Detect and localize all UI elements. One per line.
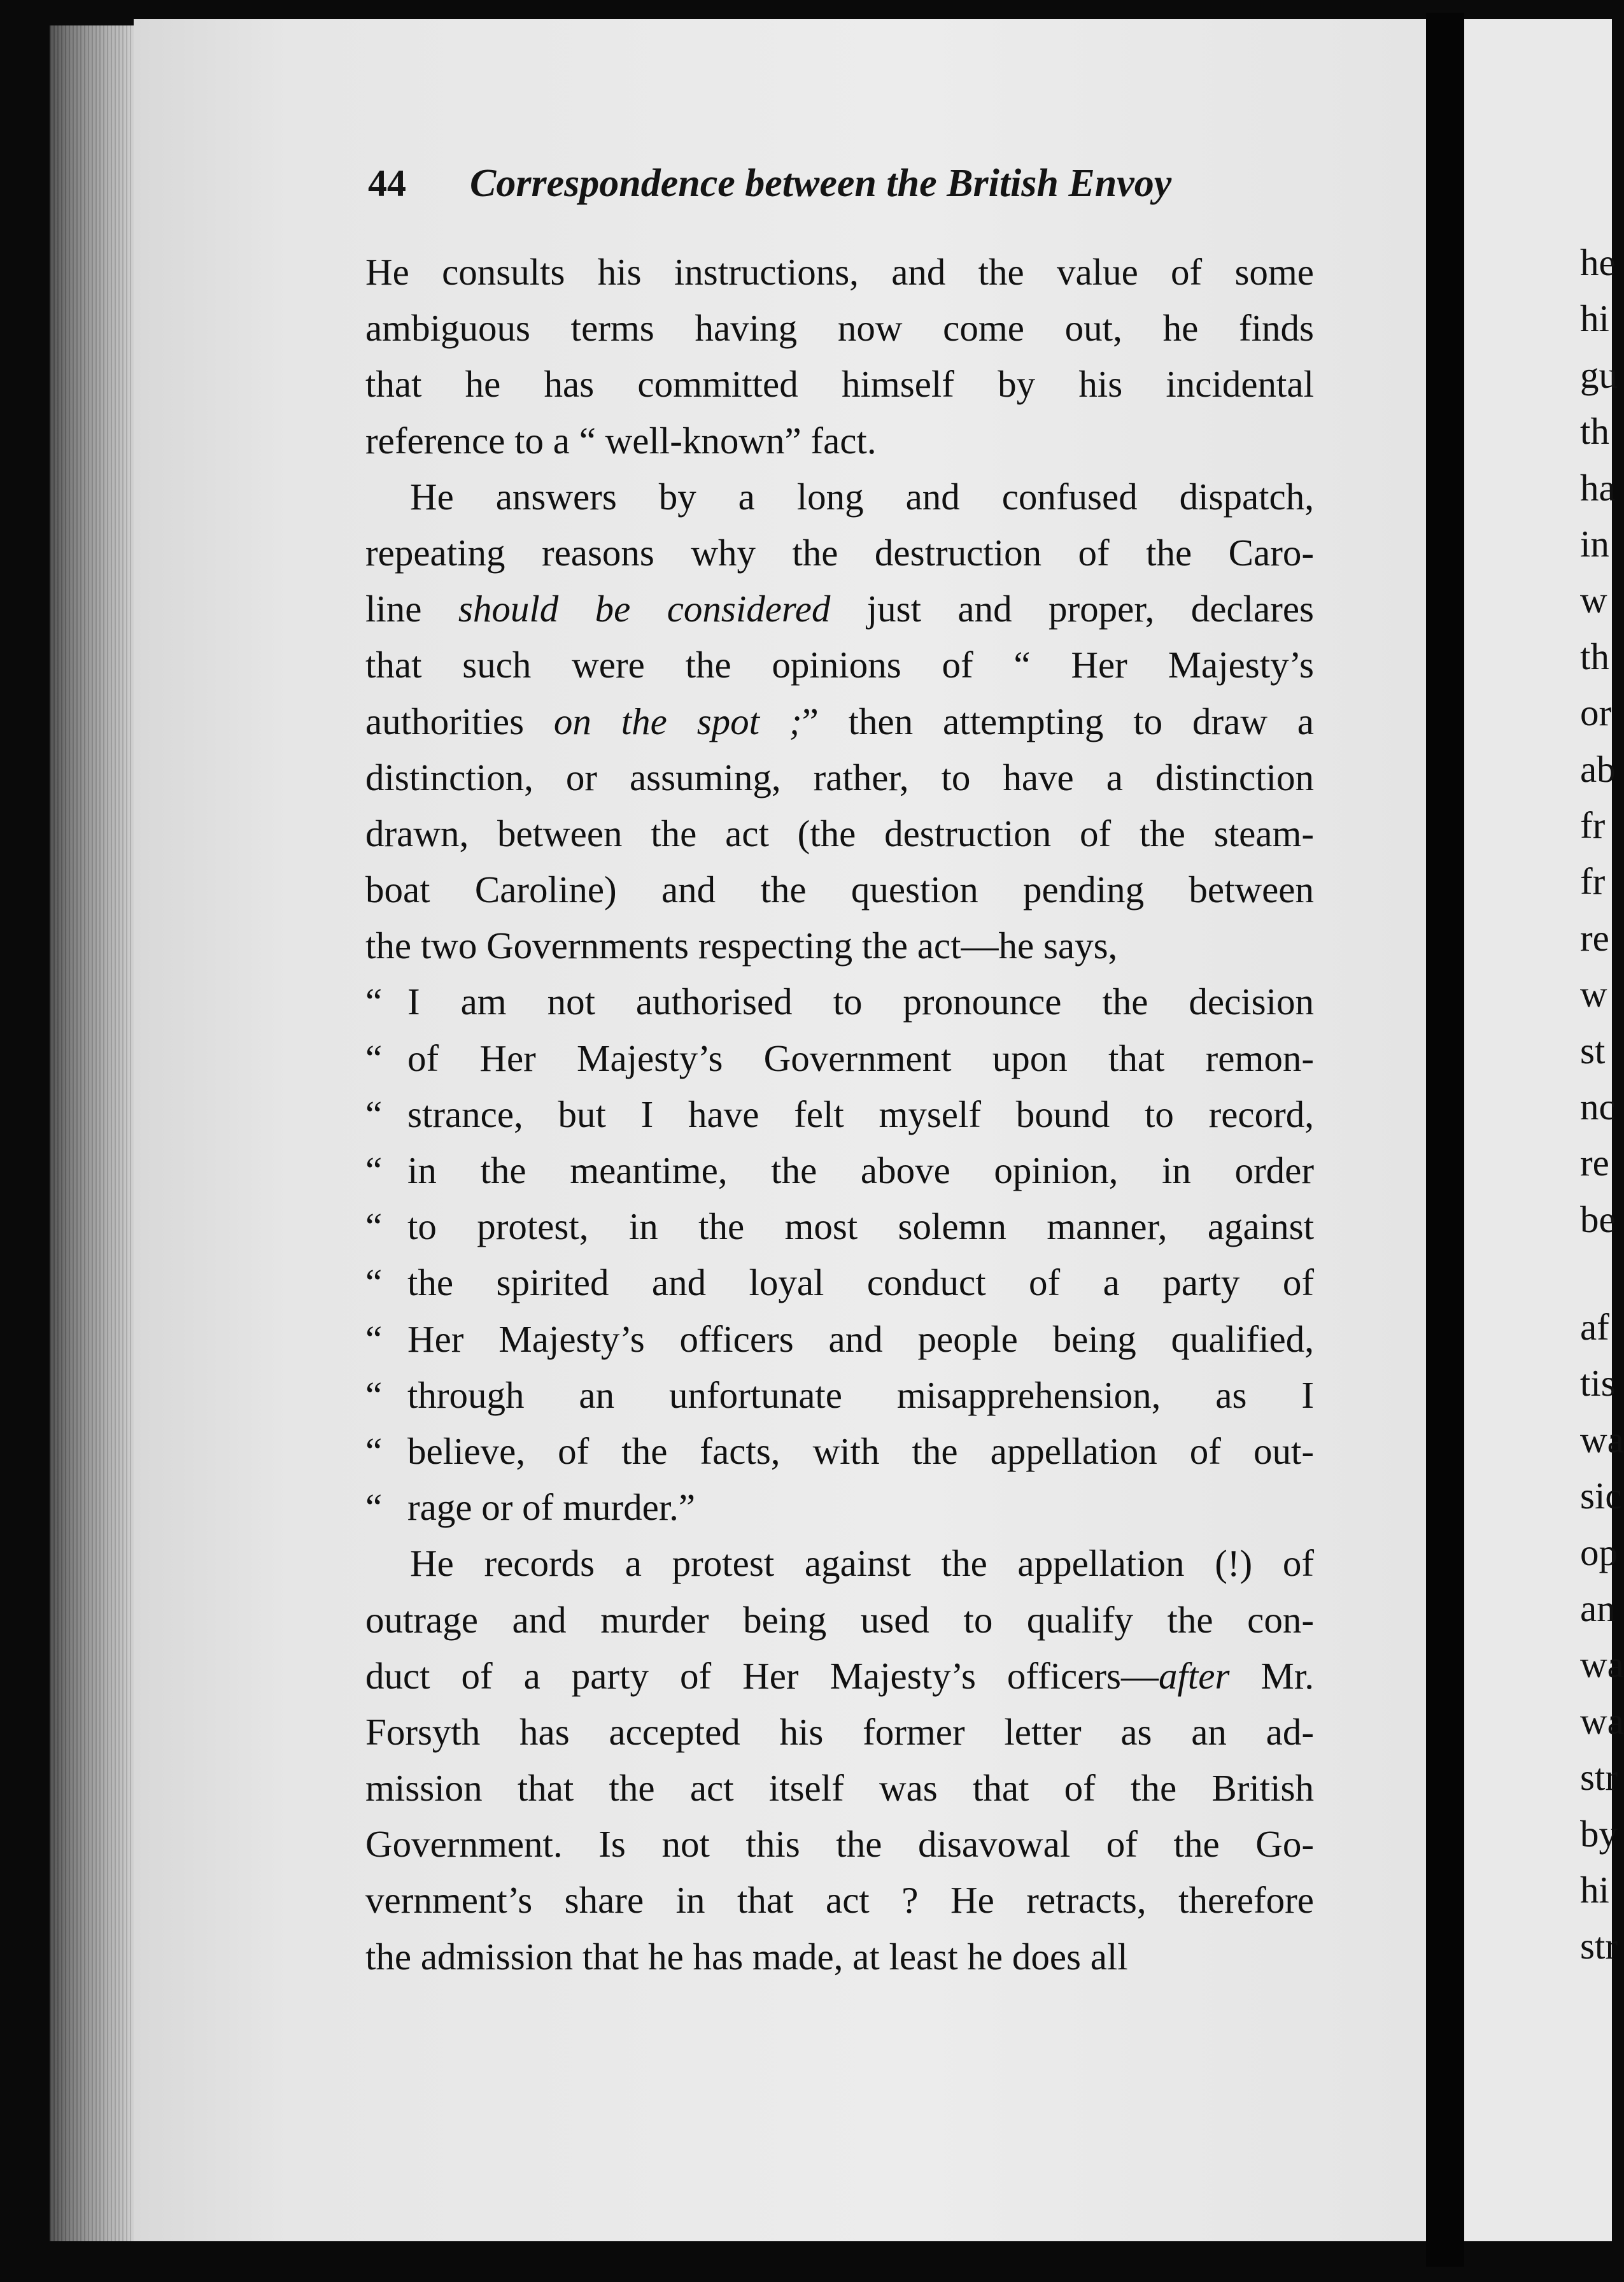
quotation-text: to protest, in the most solemn manner, against [407, 1205, 1314, 1248]
text-line: that he has committed himself by his incidental [365, 363, 1314, 406]
italic-phrase: after [1159, 1654, 1230, 1697]
quotation-line [365, 1479, 1314, 1535]
quotation-line [365, 974, 1314, 1030]
facing-page-fragment: wa [1580, 1699, 1624, 1742]
text-line: the admission that he has made, at least he does all [365, 1935, 1128, 1978]
facing-page-fragment: op [1580, 1531, 1618, 1573]
running-title: Correspondence between the British Envoy [470, 162, 1172, 205]
quotation-line [365, 1367, 1314, 1423]
quotation-text: in the meantime, the above opinion, in order [407, 1149, 1314, 1191]
facing-page-fragment: ab [1580, 748, 1616, 790]
facing-page-fragment: wa [1580, 1418, 1624, 1461]
facing-page-fragment: re [1580, 1142, 1609, 1184]
body-text [365, 244, 1314, 1985]
facing-page-fragment: w [1580, 579, 1607, 621]
facing-page-fragment: in [1580, 523, 1609, 565]
quotation-line [365, 1142, 1314, 1198]
quotation-line [365, 1254, 1314, 1310]
facing-page-fragment: tis [1580, 1362, 1616, 1405]
facing-page-fragment: st [1580, 1029, 1606, 1072]
page-header [368, 153, 1323, 214]
quotation-mark: “ [365, 1093, 383, 1135]
text-line: that such were the opinions of “ Her Majesty’s [365, 644, 1314, 686]
italic-phrase: should be considered [458, 588, 831, 630]
quotation-mark: “ [365, 1317, 383, 1360]
facing-page-fragment: nc [1580, 1086, 1616, 1128]
page-edge-stack [50, 25, 139, 2241]
facing-page-fragment: fr [1580, 860, 1606, 903]
facing-page-fragment: hi [1580, 297, 1609, 340]
quotation-mark: “ [365, 1037, 383, 1079]
quotation-block [365, 974, 1314, 1535]
quotation-text: rage or of murder.” [407, 1486, 696, 1529]
quotation-text: believe, of the facts, with the appellation of out- [407, 1429, 1314, 1472]
page-number: 44 [368, 162, 406, 204]
quotation-mark: “ [365, 1429, 383, 1472]
text-line: drawn, between the act (the destruction of the steam- [365, 812, 1314, 854]
text-line: authorities on the spot ;” then attempting to draw a [365, 700, 1314, 742]
facing-page-fragment: re [1580, 916, 1609, 959]
quotation-mark: “ [365, 1149, 383, 1191]
quotation-text: of Her Majesty’s Government upon that remon- [407, 1037, 1314, 1079]
quotation-line [365, 1030, 1314, 1086]
text-line: Forsyth has accepted his former letter as an ad- [365, 1710, 1314, 1753]
text-line: He consults his instructions, and the value of some [365, 251, 1314, 293]
text-line: repeating reasons why the destruction of the Caro- [365, 531, 1314, 574]
quotation-line [365, 1423, 1314, 1479]
facing-page-fragment: an [1580, 1587, 1616, 1629]
facing-page-fragment: th [1580, 635, 1609, 677]
facing-page-fragment: str [1580, 1756, 1618, 1799]
paragraph-2 [365, 469, 1314, 974]
text-line: vernment’s share in that act ? He retracts, therefore [365, 1879, 1314, 1922]
quotation-mark: “ [365, 1261, 383, 1304]
text-line: duct of a party of Her Majesty’s officers—after Mr. [365, 1654, 1315, 1697]
text-line: distinction, or assuming, rather, to have a distinction [365, 756, 1314, 798]
facing-page-fragment: hi [1580, 1869, 1609, 1911]
facing-page-fragment: sic [1580, 1475, 1622, 1517]
facing-page-fragment: wa [1580, 1643, 1624, 1686]
text-line: outrage and murder being used to qualify the con- [365, 1598, 1314, 1641]
quotation-mark: “ [365, 1205, 383, 1248]
quotation-text: the spirited and loyal conduct of a party of [407, 1261, 1314, 1304]
text-line: mission that the act itself was that of the British [365, 1767, 1314, 1810]
facing-page-fragment: gu [1580, 353, 1618, 396]
text-line: reference to a “ well-known” fact. [365, 419, 877, 462]
quotation-text: I am not authorised to pronounce the decision [407, 981, 1314, 1023]
quotation-mark: “ [365, 1373, 383, 1416]
quotation-text: strance, but I have felt myself bound to record, [407, 1093, 1314, 1135]
facing-page-fragment: w [1580, 973, 1607, 1016]
quotation-mark: “ [365, 1486, 383, 1529]
facing-page-fragment: ha [1580, 466, 1616, 509]
facing-page-fragment: af [1580, 1306, 1609, 1348]
text-line: He records a protest against the appellation (!) of [410, 1542, 1314, 1585]
facing-page-fragment: th [1580, 410, 1609, 453]
facing-page-fragment: or [1580, 691, 1612, 734]
text-line: ambiguous terms having now come out, he finds [365, 307, 1314, 350]
text-line: He answers by a long and confused dispatch, [410, 475, 1314, 518]
facing-page-fragment: be [1580, 1198, 1616, 1240]
facing-page-fragment: by [1580, 1812, 1618, 1855]
quotation-text: Her Majesty’s officers and people being qualified, [407, 1317, 1314, 1360]
text-line: Government. Is not this the disavowal of the Go- [365, 1823, 1314, 1866]
italic-phrase: on the spot ; [553, 700, 802, 742]
quotation-line [365, 1086, 1314, 1142]
quotation-mark: “ [365, 981, 383, 1023]
quotation-line [365, 1198, 1314, 1254]
facing-page-fragment: fr [1580, 804, 1606, 846]
text-line: line should be considered just and proper, declares [365, 588, 1314, 630]
text-line: boat Caroline) and the question pending between [365, 868, 1314, 911]
book-gutter [1426, 13, 1464, 2267]
quotation-line [365, 1311, 1314, 1367]
paragraph-3 [365, 1535, 1314, 1985]
quotation-text: through an unfortunate misapprehension, as I [407, 1373, 1314, 1416]
facing-page-fragment: he [1580, 241, 1616, 283]
text-line: the two Governments respecting the act—he says, [365, 925, 1118, 967]
facing-page-fragment: str [1580, 1925, 1618, 1967]
paragraph-1 [365, 244, 1314, 469]
